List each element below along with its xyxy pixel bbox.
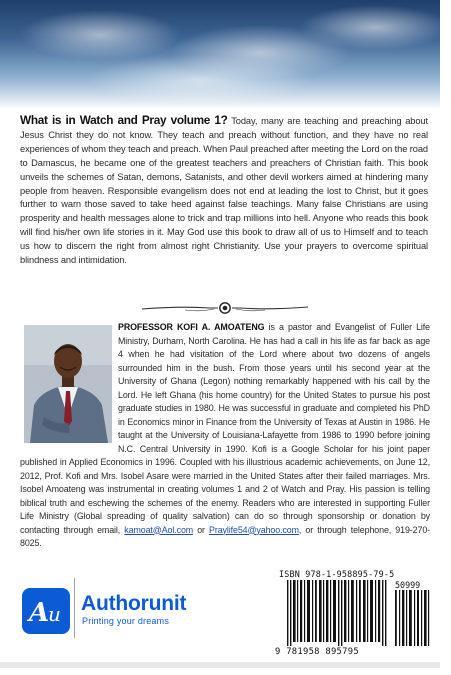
barcode-digits: 9 781958 895795 bbox=[275, 647, 359, 657]
email-link-aol[interactable]: kamoat@Aol.com bbox=[124, 524, 194, 535]
email-link-yahoo[interactable]: Praylife54@yahoo.com bbox=[209, 524, 299, 535]
cloud-decoration bbox=[20, 10, 180, 60]
description-body: Today, many are teaching and preaching about Jesus Christ they do not know. They teach and preach without function, and they have no real experiences of whom they teach and preach. When Paul preached after meeting the Lord on the road to Damascus, he became one of the greatest teachers and preachers of Christian faith. This book unveils the schemes of Satan, demons, Satanists, and other devil workers aimed at hindering many people from heaven. Responsible evangelism does not end at leading the lost to Christ, but it goes further to warn those saved to take heed against false teachings. Many false Christians are using prosperity and health messages alone to trick and trap millions into hell. Anyone who reads this book will find his/her own life stories in it. May God use this book to draw all of us to Himself and to teach us how to discern the right from almost right Christianity. Use your prayers to overcome spiritual blindness and intimidation. bbox=[20, 116, 428, 266]
sky-background bbox=[0, 0, 440, 110]
barcode-addon-number: 50999 bbox=[395, 580, 421, 590]
svg-text:u: u bbox=[48, 602, 61, 626]
bio-body: is a pastor and Evangelist of Fuller Life Ministry, Durham, North Carolina. He has had a call in his life as far back as age 4 when he had visitation of the Lord where about two dozens of angels surrounded him in the bush. From those years until his second year at the University of Ghana (Legon) nothing remarkably happened with his call by the Lord. He left Ghana (his home country) for the United States to pursue his post graduate studies in 1980. He was successful in graduate and completed his PhD in Economics minor in Finance from the University of Texas at Austin in 1986. He taught at the University of Louisiana-Lafayette from 1986 to 1990 before joining N.C. Central University in 1990. Kofi is a Google Scholar for his joint paper published in Applied Economics in 1996. Coupled with his illustrious academic achievements, on June 12, 2012, Prof. Kofi and Mrs. Isobel Asare were married in the United States after their failed marriages. Mrs. Isobel Amoateng was instrumental in creating volumes 1 and 2 of Watch and Pray. His passion is telling biblical truth and eschewing the schemes of the enemy. Readers who are interested in supporting Fuller Life Ministry (Global spreading of quality salvation) can do so through sponsorship or donation by contacting through email, bbox=[20, 322, 430, 535]
description-heading: What is in Watch and Pray volume 1? bbox=[20, 113, 228, 127]
cloud-decoration bbox=[90, 55, 310, 105]
author-name: PROFESSOR KOFI A. AMOATENG bbox=[118, 322, 265, 332]
publisher-logo-icon bbox=[22, 588, 70, 634]
bio-or: or bbox=[197, 524, 205, 535]
publisher-tagline: Printing your dreams bbox=[82, 616, 170, 626]
author-bio bbox=[20, 321, 430, 551]
au-monogram-icon bbox=[26, 593, 66, 629]
photo-spacer bbox=[20, 321, 118, 445]
svg-text:A: A bbox=[29, 598, 50, 628]
ornament-divider bbox=[140, 298, 310, 318]
publisher-name: Authorunit bbox=[81, 592, 187, 615]
cloud-decoration bbox=[300, 5, 440, 50]
book-description bbox=[20, 114, 428, 268]
logo-divider bbox=[74, 578, 75, 638]
isbn-number: ISBN 978-1-958895-79-5 bbox=[279, 569, 395, 579]
isbn-barcode bbox=[273, 567, 433, 659]
bio-tail: , or through telephone, 919-270-8025. bbox=[20, 524, 431, 548]
